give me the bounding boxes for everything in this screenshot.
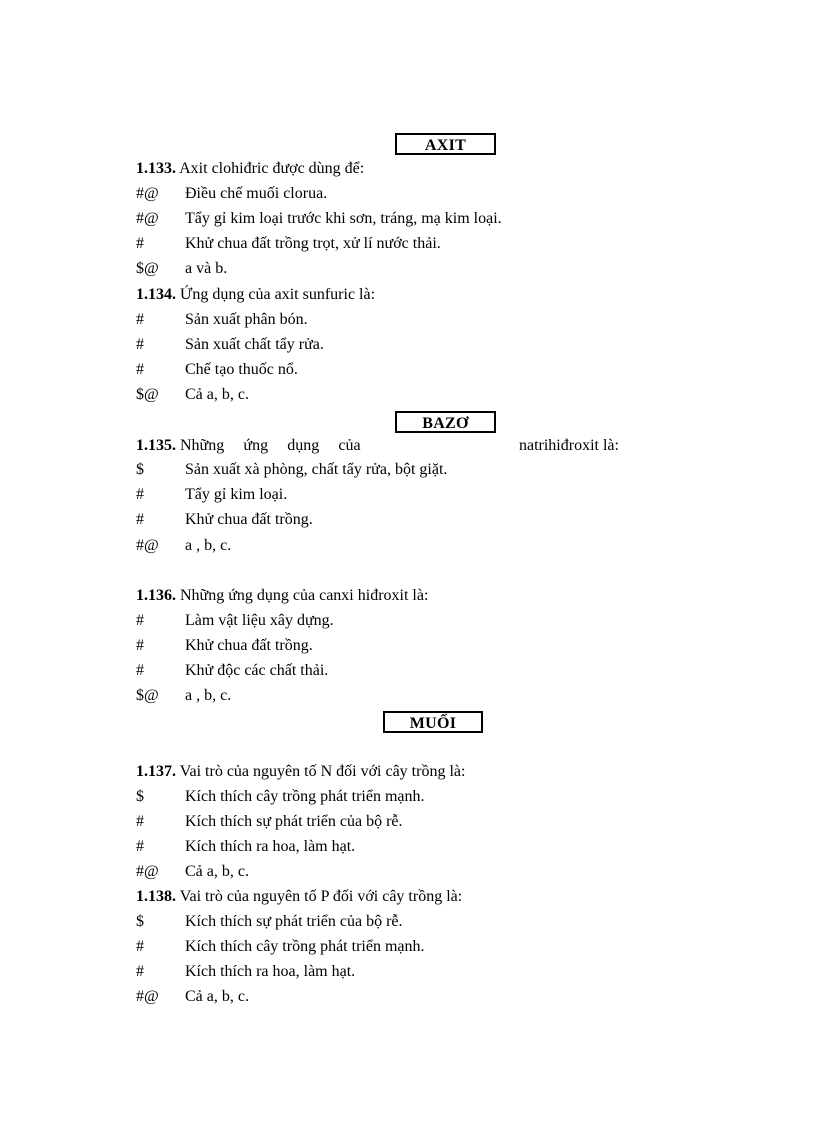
option-row — [136, 209, 736, 229]
option-marker: # — [136, 813, 144, 830]
option-row — [136, 962, 736, 982]
option-marker: # — [136, 361, 144, 378]
option-text: Kích thích sự phát triển của bộ rễ. — [185, 913, 403, 930]
question-1-134 — [136, 285, 375, 305]
option-text: Kích thích cây trồng phát triển mạnh. — [185, 938, 425, 955]
spacer — [380, 436, 500, 456]
option-marker: #@ — [136, 863, 159, 880]
option-text: a , b, c. — [185, 537, 232, 554]
option-text: Kích thích sự phát triển của bộ rễ. — [185, 813, 403, 830]
option-text: Khử chua đất trồng. — [185, 637, 313, 654]
question-number: 1.133. — [136, 160, 176, 177]
option-text: Cả a, b, c. — [185, 863, 249, 880]
question-text: Vai trò của nguyên tố N đối với cây trồng là: — [179, 763, 466, 780]
option-row — [136, 987, 736, 1007]
question-word — [136, 436, 224, 456]
section-heading-muoi: MUỐI — [383, 711, 483, 733]
option-marker: #@ — [136, 988, 159, 1005]
option-marker: # — [136, 235, 144, 252]
option-row — [136, 686, 736, 706]
option-text: Làm vật liệu xây dựng. — [185, 612, 334, 629]
section-heading-bazo: BAZƠ — [395, 411, 496, 433]
option-marker: # — [136, 311, 144, 328]
question-word-text: Những — [180, 437, 225, 454]
option-row — [136, 259, 736, 279]
question-text: Vai trò của nguyên tố P đối với cây trồng là: — [179, 888, 463, 905]
option-row — [136, 335, 736, 355]
option-row — [136, 862, 736, 882]
option-row — [136, 912, 736, 932]
question-number: 1.136. — [136, 587, 176, 604]
option-marker: # — [136, 637, 144, 654]
option-marker: #@ — [136, 537, 159, 554]
question-number: 1.138. — [136, 888, 176, 905]
option-marker: $@ — [136, 687, 159, 704]
option-text: Sản xuất xà phòng, chất tẩy rửa, bột giặt. — [185, 461, 448, 478]
option-row — [136, 636, 736, 656]
option-marker: # — [136, 486, 144, 503]
option-text: Cả a, b, c. — [185, 386, 249, 403]
option-text: a và b. — [185, 260, 228, 277]
question-1-137 — [136, 762, 465, 782]
option-marker: #@ — [136, 185, 159, 202]
option-text: Tẩy gỉ kim loại. — [185, 486, 288, 503]
option-marker: # — [136, 838, 144, 855]
option-marker: # — [136, 511, 144, 528]
question-1-136 — [136, 586, 428, 606]
option-marker: $ — [136, 461, 144, 478]
option-text: Cả a, b, c. — [185, 988, 249, 1005]
option-marker: $@ — [136, 260, 159, 277]
option-marker: # — [136, 938, 144, 955]
option-text: Khử chua đất trồng. — [185, 511, 313, 528]
option-row — [136, 460, 736, 480]
option-row — [136, 310, 736, 330]
option-row — [136, 661, 736, 681]
option-text: Điều chế muối clorua. — [185, 185, 328, 202]
option-marker: # — [136, 612, 144, 629]
question-word: của — [338, 437, 361, 454]
option-row — [136, 611, 736, 631]
question-number: 1.137. — [136, 763, 176, 780]
option-text: Kích thích ra hoa, làm hạt. — [185, 963, 356, 980]
question-text: Những ứng dụng của canxi hiđroxit là: — [180, 587, 429, 604]
option-text: Kích thích ra hoa, làm hạt. — [185, 838, 356, 855]
option-marker: #@ — [136, 210, 159, 227]
option-text: Khử độc các chất thải. — [185, 662, 329, 679]
option-row — [136, 937, 736, 957]
question-word: natrihiđroxit là: — [518, 437, 619, 454]
option-row — [136, 787, 736, 807]
option-marker: $ — [136, 788, 144, 805]
option-text: a , b, c. — [185, 687, 232, 704]
section-heading-axit: AXIT — [395, 133, 496, 155]
question-1-135 — [136, 436, 619, 456]
option-row — [136, 184, 736, 204]
question-word: dụng — [287, 437, 320, 454]
option-row — [136, 485, 736, 505]
option-text: Sản xuất chất tẩy rửa. — [185, 336, 324, 353]
option-text: Tẩy gỉ kim loại trước khi sơn, tráng, mạ kim loại. — [185, 210, 502, 227]
option-marker: $ — [136, 913, 144, 930]
option-row — [136, 360, 736, 380]
option-text: Chế tạo thuốc nổ. — [185, 361, 298, 378]
option-row — [136, 385, 736, 405]
option-row — [136, 812, 736, 832]
question-1-133 — [136, 159, 364, 179]
option-row — [136, 510, 736, 530]
question-word: ứng — [243, 437, 269, 454]
option-text: Kích thích cây trồng phát triển mạnh. — [185, 788, 425, 805]
option-text: Khử chua đất trồng trọt, xử lí nước thải. — [185, 235, 441, 252]
option-marker: # — [136, 963, 144, 980]
question-1-138 — [136, 887, 462, 907]
question-text: Ứng dụng của axit sunfuric là: — [180, 286, 376, 303]
option-marker: $@ — [136, 386, 159, 403]
option-row — [136, 837, 736, 857]
option-row — [136, 536, 736, 556]
question-text: Axit clohiđric được dùng để: — [179, 160, 365, 177]
option-row — [136, 234, 736, 254]
question-number: 1.134. — [136, 286, 176, 303]
option-text: Sản xuất phân bón. — [185, 311, 308, 328]
question-number: 1.135. — [136, 437, 176, 454]
option-marker: # — [136, 662, 144, 679]
option-marker: # — [136, 336, 144, 353]
